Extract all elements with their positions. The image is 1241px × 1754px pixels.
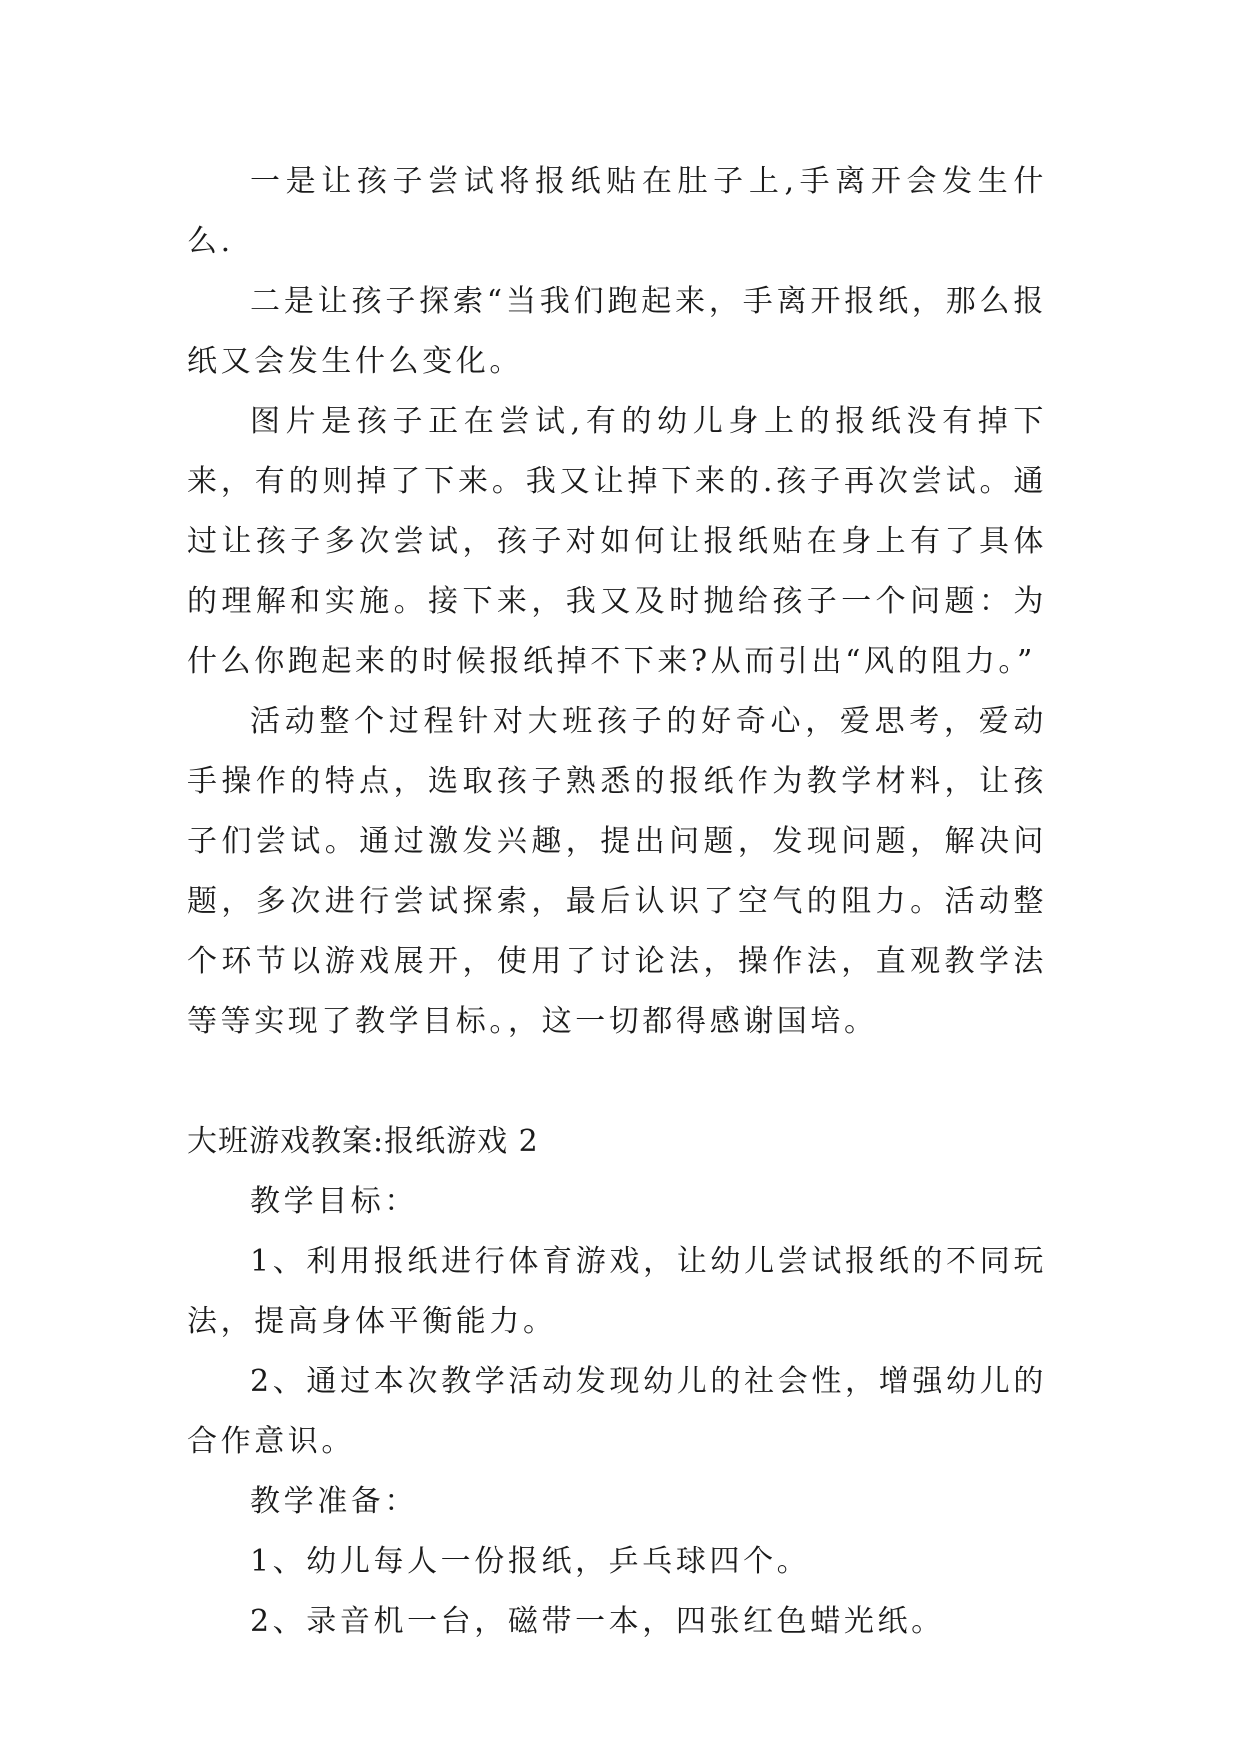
paragraph-preparation-2: 2、录音机一台，磁带一本，四张红色蜡光纸。 [250, 1604, 945, 1639]
paragraph-goal-1: 1、利用报纸进行体育游戏，让幼儿尝试报纸的不同玩法，提高身体平衡能力。 [187, 1244, 1047, 1339]
paragraph-summary: 活动整个过程针对大班孩子的好奇心，爱思考，爱动手操作的特点，选取孩子熟悉的报纸作为教学材料，让孩子们尝试。通过激发兴趣，提出问题，发现问题，解决问题，多次进行尝试探索，最后认识了空气的阻力。活动整个环节以游戏展开，使用了讨论法，操作法，直观教学法等等实现了教学目标。，这一切都得感谢国培。 [187, 704, 1047, 1039]
paragraph-second-experiment: 二是让孩子探索“当我们跑起来，手离开报纸，那么报纸又会发生什么变化。 [187, 284, 1047, 379]
section-spacer [187, 1052, 1047, 1112]
document-page [187, 152, 1047, 1652]
paragraph-observation: 图片是孩子正在尝试,有的幼儿身上的报纸没有掉下来，有的则掉了下来。我又让掉下来的.孩子再次尝试。通过让孩子多次尝试，孩子对如何让报纸贴在身上有了具体的理解和实施。接下来，我又及时抛给孩子一个问题：为什么你跑起来的时候报纸掉不下来?从而引出“风的阻力。” [187, 404, 1047, 679]
paragraph-preparation-heading: 教学准备： [250, 1484, 418, 1519]
paragraph-goals-heading: 教学目标： [250, 1184, 418, 1219]
paragraph-first-experiment: 一是让孩子尝试将报纸贴在肚子上,手离开会发生什么. [187, 164, 1047, 259]
paragraph-goal-2: 2、通过本次教学活动发现幼儿的社会性，增强幼儿的合作意识。 [187, 1364, 1047, 1459]
paragraph-preparation-1: 1、幼儿每人一份报纸，乒乓球四个。 [250, 1544, 811, 1579]
section-title: 大班游戏教案:报纸游戏 2 [187, 1124, 539, 1159]
